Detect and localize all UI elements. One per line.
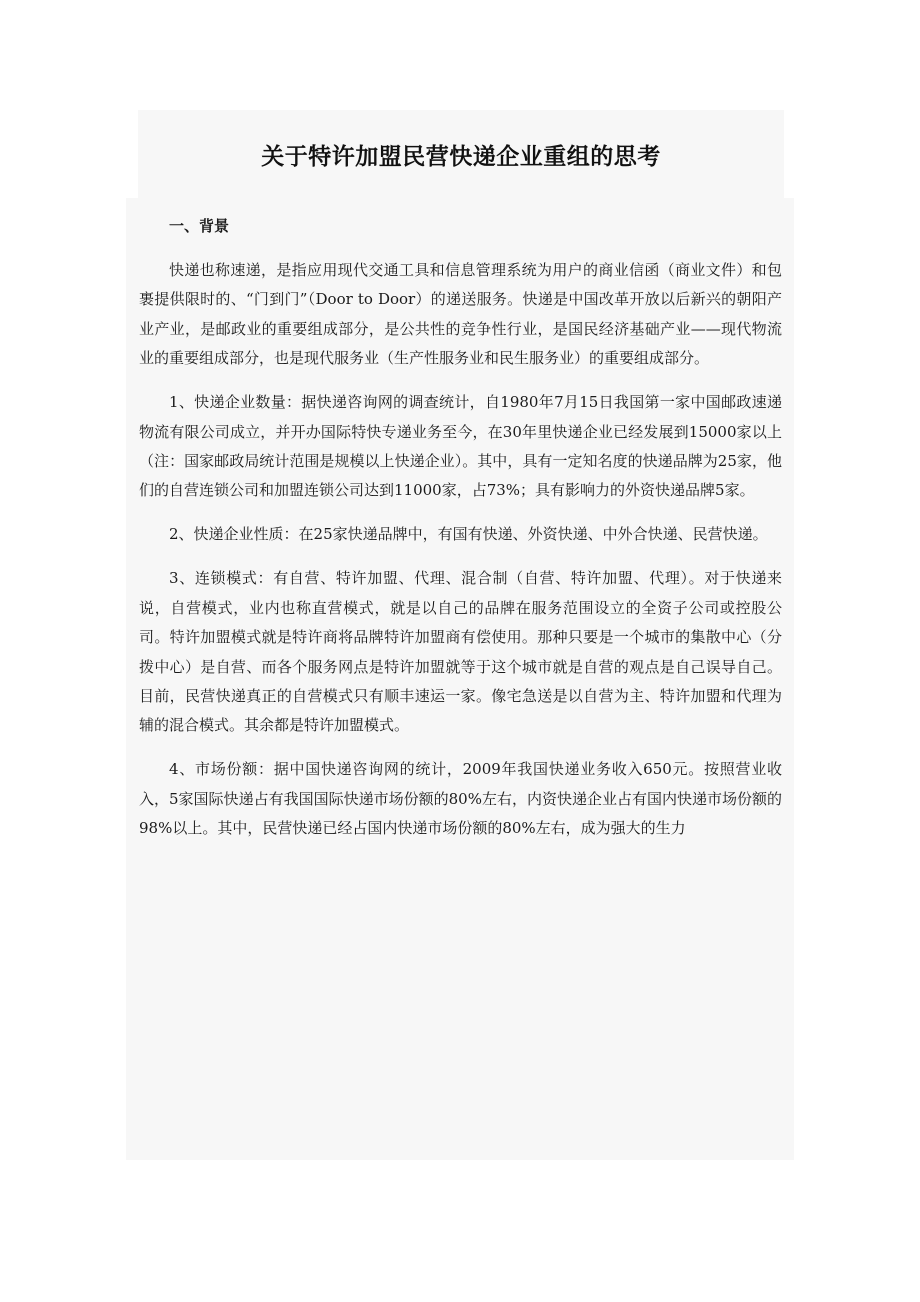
document-content xyxy=(139,212,782,858)
document-title: 关于特许加盟民营快递企业重组的思考 xyxy=(261,143,661,170)
paragraph-enterprise-count: 1、快递企业数量：据快递咨询网的调查统计，自1980年7月15日我国第一家中国邮政速递物流有限公司成立，并开办国际特快专递业务至今，在30年里快递企业已经发展到15000家以上（注：国家邮政局统计范围是规模以上快递企业）。其中，具有一定知名度的快递品牌为25家，他们的自营连锁公司和加盟连锁公司达到11000家，占73%；具有影响力的外资快递品牌5家。 xyxy=(139,393,782,500)
paragraph-intro: 快递也称速递，是指应用现代交通工具和信息管理系统为用户的商业信函（商业文件）和包裹提供限时的、“门到门”（Door to Door）的递送服务。快递是中国改革开放以后新兴的朝阳产业产业，是邮政业的重要组成部分，是公共性的竞争性行业，是国民经济基础产业——现代物流业的重要组成部分，也是现代服务业（生产性服务业和民生服务业）的重要组成部分。 xyxy=(139,261,782,368)
section-heading: 一、背景 xyxy=(169,217,230,235)
document-body xyxy=(126,198,794,1160)
paragraph-chain-model: 3、连锁模式：有自营、特许加盟、代理、混合制（自营、特许加盟、代理）。对于快递来说，自营模式，业内也称直营模式，就是以自己的品牌在服务范围设立的全资子公司或控股公司。特许加盟模式就是特许商将品牌特许加盟商有偿使用。那种只要是一个城市的集散中心（分拨中心）是自营、而各个服务网点是特许加盟就等于这个城市就是自营的观点是自己误导自己。目前，民营快递真正的自营模式只有顺丰速运一家。像宅急送是以自营为主、特许加盟和代理为辅的混合模式。其余都是特许加盟模式。 xyxy=(139,569,782,735)
paragraph-enterprise-nature: 2、快递企业性质：在25家快递品牌中，有国有快递、外资快递、中外合快递、民营快递。 xyxy=(169,525,768,544)
title-banner xyxy=(138,110,784,198)
paragraph-market-share: 4、市场份额：据中国快递咨询网的统计，2009年我国快递业务收入650元。按照营业收入，5家国际快递占有我国国际快递市场份额的80%左右，内资快递企业占有国内快递市场份额的98%以上。其中，民营快递已经占国内快递市场份额的80%左右，成为强大的生力 xyxy=(139,760,782,838)
